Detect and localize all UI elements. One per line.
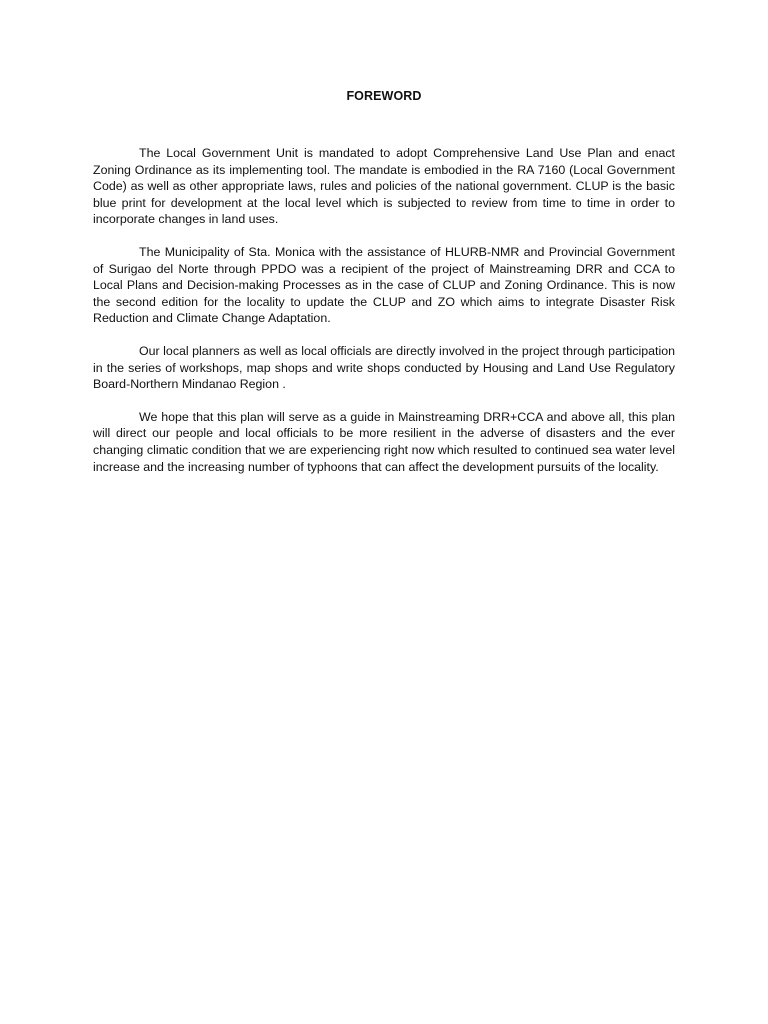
paragraph-2: The Municipality of Sta. Monica with the assistance of HLURB-NMR and Provincial Government of Surigao del Norte through PPDO was a recipient of the project of Mainstreaming DRR and CCA to Local Plans and Decision-making Processes as in the case of CLUP and Zoning Ordinance. This is now the second edition for the locality to update the CLUP and ZO which aims to integrate Disaster Risk Reduction and Climate Change Adaptation. (93, 244, 675, 326)
paragraph-4: We hope that this plan will serve as a guide in Mainstreaming DRR+CCA and above all, this plan will direct our people and local officials to be more resilient in the adverse of disasters and the ever changing climatic condition that we are experiencing right now which resulted to continued sea water level increase and the increasing number of typhoons that can affect the development pursuits of the locality. (93, 409, 675, 474)
page-title: FOREWORD (346, 89, 422, 103)
paragraph-1: The Local Government Unit is mandated to adopt Comprehensive Land Use Plan and enact Zoning Ordinance as its implementing tool. The mandate is embodied in the RA 7160 (Local Government Code) as well as other appropriate laws, rules and policies of the national government. CLUP is the basic blue print for development at the local level which is subjected to review from time to time in order to incorporate changes in land uses. (93, 146, 675, 227)
paragraph-3: Our local planners as well as local officials are directly involved in the project through participation in the series of workshops, map shops and write shops conducted by Housing and Land Use Regulatory Board-Northern Mindanao Region . (93, 343, 675, 392)
foreword-body (93, 145, 675, 491)
